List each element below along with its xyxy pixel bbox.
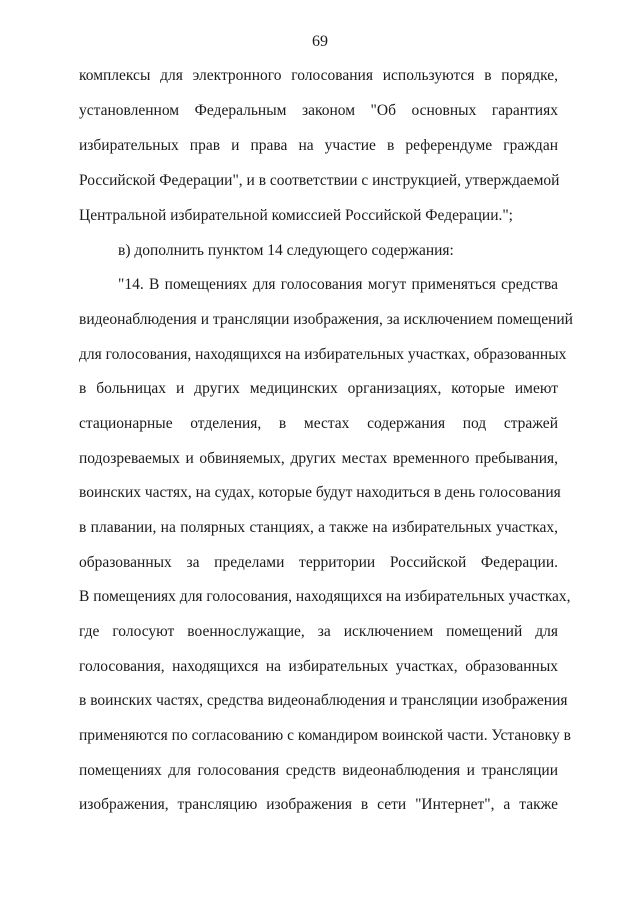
text-line: голосования, находящихся на избирательных участках, образованных <box>79 658 558 675</box>
text-line: применяются по согласованию с командиром воинской части. Установку в <box>79 727 571 744</box>
text-line: воинских частях, на судах, которые будут находиться в день голосования <box>79 484 561 501</box>
text-line: "14. В помещениях для голосования могут применяться средства <box>118 276 558 293</box>
text-line: комплексы для электронного голосования используются в порядке, <box>79 67 558 84</box>
text-line: в) дополнить пунктом 14 следующего содержания: <box>118 242 454 259</box>
text-line: в плавании, на полярных станциях, а также на избирательных участках, <box>79 519 558 536</box>
page-number: 69 <box>312 33 328 50</box>
text-line: подозреваемых и обвиняемых, других местах временного пребывания, <box>79 450 558 467</box>
text-line: стационарные отделения, в местах содержания под стражей <box>79 415 558 432</box>
text-line: в больницах и других медицинских организациях, которые имеют <box>79 380 558 397</box>
text-line: В помещениях для голосования, находящихся на избирательных участках, <box>79 588 571 605</box>
text-line: Российской Федерации", и в соответствии с инструкцией, утверждаемой <box>79 172 560 189</box>
text-line: помещениях для голосования средств видеонаблюдения и трансляции <box>79 762 558 779</box>
text-line: видеонаблюдения и трансляции изображения, за исключением помещений <box>79 311 573 328</box>
text-line: в воинских частях, средства видеонаблюдения и трансляции изображения <box>79 692 568 709</box>
text-line: изображения, трансляцию изображения в сети "Интернет", а также <box>79 796 558 813</box>
text-line: установленном Федеральным законом "Об основных гарантиях <box>79 102 558 119</box>
text-line: где голосуют военнослужащие, за исключением помещений для <box>79 623 558 640</box>
text-line: для голосования, находящихся на избирательных участках, образованных <box>79 346 567 363</box>
text-line: избирательных прав и права на участие в референдуме граждан <box>79 137 558 154</box>
text-line: образованных за пределами территории Российской Федерации. <box>79 554 558 571</box>
text-line: Центральной избирательной комиссией Российской Федерации."; <box>79 207 513 224</box>
